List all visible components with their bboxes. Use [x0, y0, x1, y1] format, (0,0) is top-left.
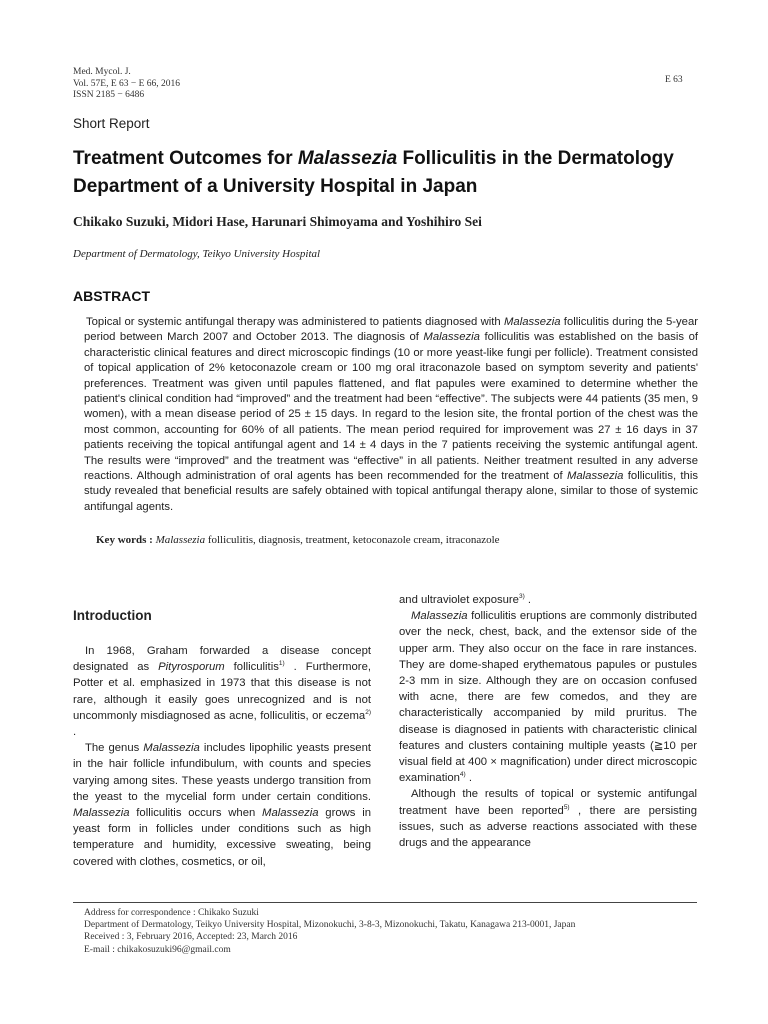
abstract-genus: Malassezia [423, 331, 480, 344]
correspondence-footer [84, 907, 575, 956]
introduction-heading: Introduction [73, 608, 152, 623]
abstract-genus: Malassezia [566, 470, 624, 483]
correspondence-email: E-mail : chikakosuzuki96@gmail.com [84, 944, 231, 955]
affiliation: Department of Dermatology, Teikyo University Hospital [73, 248, 321, 260]
keywords-label: Key words : [96, 534, 153, 546]
title-part1: Treatment Outcomes for [73, 148, 298, 169]
body-text: includes lipophilic yeasts present in the hair follicle infundibulum, with counts and species varying among sites. These yeasts undergo transition from the yeast to the mycelial form under certain conditions. [73, 742, 371, 803]
body-right-column [399, 592, 697, 851]
body-text: grows in yeast form in follicles under conditions such as high temperature and humidity, excessive sweating, being covered with clothes, cosmetics, or oil, [73, 807, 371, 868]
journal-issn: ISSN 2185 − 6486 [73, 90, 145, 100]
citation-ref: 5) [563, 803, 570, 811]
keywords-genus: Malassezia [155, 534, 206, 546]
abstract-heading: ABSTRACT [73, 288, 150, 304]
article-title [73, 145, 713, 201]
genus-name: Pityrosporum [158, 661, 225, 674]
keywords [96, 534, 500, 546]
genus-name: Malassezia [143, 742, 200, 755]
journal-info [73, 67, 180, 102]
citation-ref: 1) [278, 660, 285, 668]
correspondence-address: Department of Dermatology, Teikyo University Hospital, Mizonokuchi, 3-8-3, Mizonokuchi, Takatu, Kanagawa 213-0001, Japan [84, 920, 576, 931]
abstract-text: folliculitis was established on the basis of characteristic clinical features and direct microscopic findings (10 or more yeast-like fungi per follicle). Treatment consisted of topical application of 2% ketoconazole cream or 100 mg oral itraconazole based on symptom severity and patients' preferences. Treatment was given until papules flattened, and flat papules were examined to determine whether the patient's clinical condition had “improved” and the treatment had been “effective”. The subjects were 44 patients (35 men, 9 women), with a mean disease period of 25 ± 15 days. In regard to the lesion site, the frontal portion of the chest was the most common, accounting for 60% of all patients. The mean period required for improvement was 27 ± 16 days in 37 patients receiving the topical antifungal agent and 14 ± 4 days in the 7 patients receiving the systemic antifungal agent. The results were “improved” and the treatment was “effective” in all patients. Neither treatment resulted in any adverse reactions. Although administration of oral agents has been recommended for the treatment of [84, 331, 699, 483]
body-paragraph [399, 786, 697, 851]
body-text: folliculitis [224, 661, 279, 674]
genus-name: Malassezia [73, 807, 130, 820]
body-text: . Furthermore, Potter et al. emphasized in 1973 that this disease is not rare, although it easily goes unrecognized and is not uncommonly misdiagnosed as acne, folliculitis, or eczema [73, 661, 371, 722]
genus-name: Malassezia [262, 807, 319, 820]
authors: Chikako Suzuki, Midori Hase, Harunari Shimoyama and Yoshihiro Sei [73, 214, 482, 229]
body-paragraph [399, 608, 697, 786]
title-italic: Malassezia [297, 148, 398, 169]
title-part2: Folliculitis in the Dermatology Department of a University Hospital in Japan [73, 148, 674, 197]
journal-volume: Vol. 57E, E 63 − E 66, 2016 [73, 78, 181, 89]
body-text: Although the results of topical or systemic antifungal treatment have been reported [399, 788, 697, 817]
citation-ref: 2) [365, 708, 371, 716]
correspondence-name: Address for correspondence : Chikako Suzuki [84, 908, 259, 918]
footer-divider [73, 902, 697, 903]
keywords-list: folliculitis, diagnosis, treatment, ketoconazole cream, itraconazole [205, 534, 500, 546]
body-text: . [465, 772, 472, 785]
body-text: , there are persisting issues, such as adverse reactions associated with these drugs and the appearance [399, 804, 697, 850]
received-accepted-dates: Received : 3, February 2016, Accepted: 23, March 2016 [84, 932, 298, 943]
body-text: folliculitis occurs when [129, 807, 263, 820]
body-text: and ultraviolet exposure [399, 594, 519, 606]
abstract-body [84, 315, 698, 515]
report-type: Short Report [73, 116, 150, 131]
body-paragraph [73, 740, 371, 870]
abstract-text: folliculitis, this study revealed that beneficial results are safely obtained with topical antifungal therapy alone, similar to those of systemic antifungal agents. [84, 470, 698, 513]
body-left-column [73, 608, 371, 870]
journal-name: Med. Mycol. J. [73, 67, 131, 77]
body-text: . [524, 594, 532, 606]
citation-ref: 4) [459, 771, 466, 779]
body-text: folliculitis eruptions are commonly distributed over the neck, chest, back, and the extensor side of the upper arm. They also occur on the face in rare instances. They are dome-shaped erythematous papules or pustules 2-3 mm in size. Although they are on occasion confused with acne, there are few comedos, and they are characteristically accompanied by mild pruritus. The disease is diagnosed in patients with characteristic clinical features and clusters containing multiple yeasts (≧10 per visual field at 400 × magnification) under direct microscopic examination [399, 610, 697, 785]
abstract-paragraph [84, 315, 698, 515]
genus-name: Malassezia [411, 610, 468, 623]
body-text: The genus [85, 742, 144, 755]
citation-ref: 3) [518, 593, 525, 600]
abstract-text: folliculitis during the 5-year period between March 2007 and October 2013. The diagnosis of [84, 316, 699, 344]
body-text: . [73, 726, 77, 739]
abstract-genus: Malassezia [504, 316, 561, 328]
body-paragraph [399, 592, 697, 608]
page-number: E 63 [665, 75, 683, 85]
body-text: In 1968, Graham forwarded a disease concept designated as [73, 645, 371, 674]
abstract-text: Topical or systemic antifungal therapy was administered to patients diagnosed with [86, 316, 504, 328]
body-paragraph [73, 643, 371, 740]
